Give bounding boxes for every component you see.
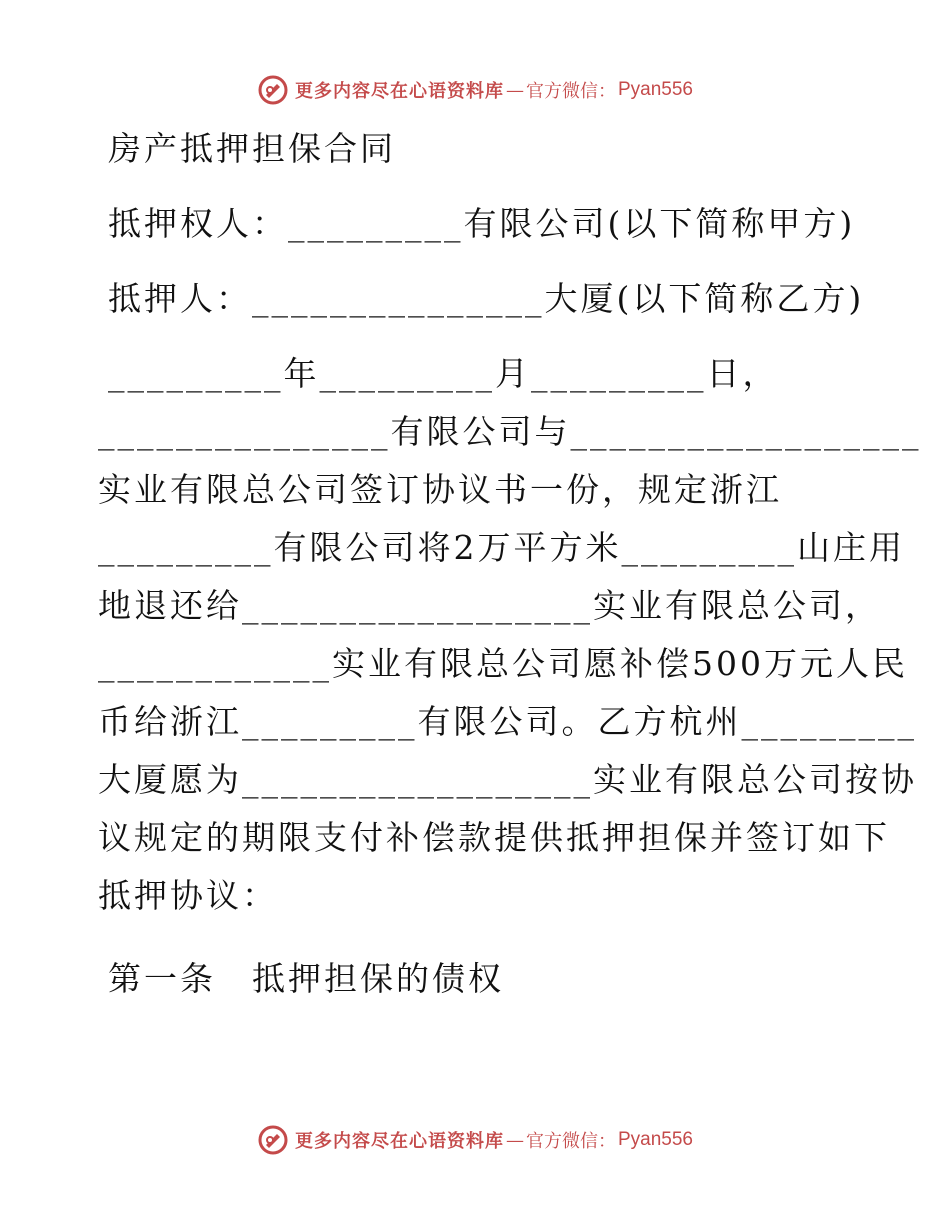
article-heading: 第一条 抵押担保的债权 (108, 959, 504, 998)
body-line: 币给浙江_________有限公司。乙方杭州_________ (98, 702, 917, 741)
brand-logo-icon (257, 74, 289, 106)
brand-text: 更多内容尽在心语资料库 (294, 1131, 504, 1152)
brand-logo-icon (257, 1124, 289, 1156)
wechat-account: Pyan556 (617, 1129, 693, 1150)
wechat-account: Pyan556 (617, 79, 693, 100)
brand-text: 更多内容尽在心语资料库 (294, 81, 504, 102)
party-b-line: 抵押人：_______________大厦(以下简称乙方) (108, 279, 865, 318)
body-line: 议规定的期限支付补偿款提供抵押担保并签订如下 (98, 818, 890, 857)
footer-banner (0, 1120, 950, 1160)
header-banner (0, 70, 950, 110)
banner-separator: — (505, 79, 524, 101)
body-line: _________有限公司将2万平方米_________山庄用 (98, 528, 905, 567)
body-line: ____________实业有限总公司愿补偿500万元人民 (98, 644, 908, 683)
wechat-label: 官方微信： (525, 81, 616, 102)
body-line: 实业有限总公司签订协议书一份，规定浙江 (98, 470, 782, 509)
wechat-label: 官方微信： (525, 1131, 616, 1152)
body-line: 地退还给__________________实业有限总公司， (98, 586, 881, 625)
body-line: 大厦愿为__________________实业有限总公司按协 (98, 760, 917, 799)
body-line: _______________有限公司与__________________ (98, 412, 922, 451)
document-body (98, 120, 922, 1008)
body-line: _________年_________月_________日， (108, 354, 779, 393)
banner-separator: — (505, 1129, 524, 1151)
document-title: 房产抵押担保合同 (108, 129, 396, 168)
body-line: 抵押协议： (98, 876, 278, 915)
party-a-line: 抵押权人：_________有限公司(以下简称甲方) (108, 204, 856, 243)
